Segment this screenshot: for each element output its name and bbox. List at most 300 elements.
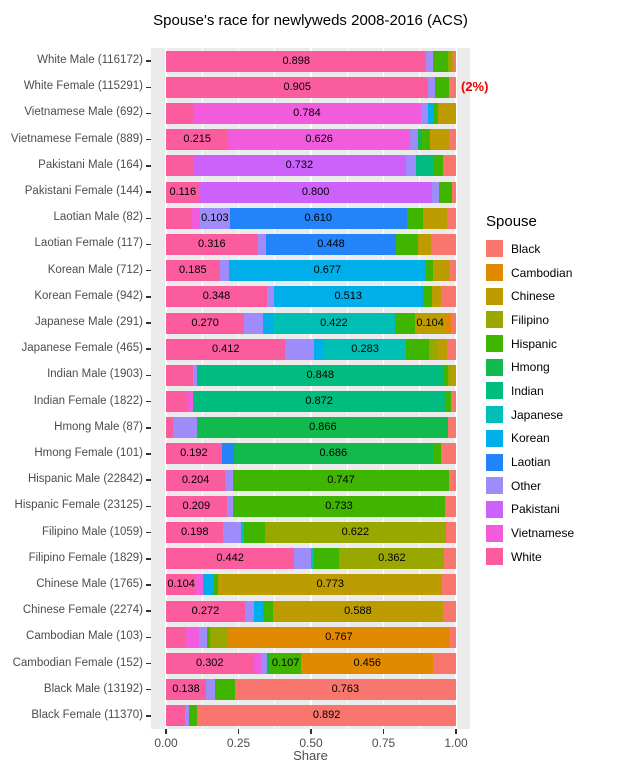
y-axis-label: Japanese Male (291) [34,316,143,329]
legend-label: Laotian [511,455,551,470]
segment-value-label: 0.800 [301,185,330,198]
y-axis-label: Japanese Female (465) [21,342,143,355]
y-axis-tick [146,532,151,534]
legend-label: Pakistani [511,502,560,517]
segment-value-label: 0.892 [312,709,341,722]
bar-segment-hispanic [406,339,429,360]
bar-segment-black [449,129,456,150]
y-axis-tick [146,715,151,717]
legend-label: Korean [511,431,550,446]
y-axis-tick [146,637,151,639]
bar-row [166,601,456,622]
x-axis-tick-label: 0.25 [226,736,251,750]
bar-segment-chinese [273,601,444,622]
bar-segment-other [225,470,233,491]
legend-label: Indian [511,383,544,398]
bar-segment-cambodian [228,627,450,648]
legend-item-indian [486,379,574,403]
bar-segment-hispanic [407,208,424,229]
bar-row [166,339,456,360]
segment-value-label: 0.610 [304,211,332,224]
y-axis-tick [146,218,151,220]
bar-segment-vietnamese [192,208,200,229]
legend-swatch-japanese [486,406,503,423]
legend-item-pakistani [486,498,574,522]
y-axis-label: Vietnamese Male (692) [24,106,143,119]
bar-segment-black [446,522,456,543]
bar-row [166,103,456,124]
segment-value-label: 0.362 [378,552,406,565]
bar-segment-chinese [423,208,447,229]
bar-segment-hispanic [433,51,448,72]
segment-value-label: 0.348 [202,290,231,303]
bar-segment-white [166,522,223,543]
legend-swatch-white [486,548,503,565]
y-axis-label: Hispanic Female (23125) [14,499,143,512]
bar-segment-black [447,339,456,360]
legend-label: Filipino [511,312,550,327]
segment-value-label: 0.316 [198,237,226,250]
segment-value-label: 0.198 [180,526,209,539]
bar-segment-white [166,260,220,281]
segment-value-label: 0.898 [282,54,310,67]
legend-item-white [486,545,574,569]
segment-value-label: 0.733 [325,499,353,512]
y-axis-label: Korean Male (712) [47,263,143,276]
bar-segment-other [199,627,206,648]
legend-item-filipino [486,308,574,332]
segment-value-label: 0.448 [317,237,345,250]
bar-segment-black [197,705,456,726]
segment-value-label: 0.866 [309,421,337,434]
legend-label: Chinese [511,289,556,304]
bar-row [166,286,456,307]
bar-segment-japanese [324,339,406,360]
segment-value-label: 0.626 [305,133,333,146]
bar-segment-black [433,653,456,674]
bar-segment-other [432,182,440,203]
bar-segment-hispanic [395,313,415,334]
segment-value-label: 0.622 [341,526,370,539]
y-axis-tick [146,506,151,508]
bar-segment-black [431,234,456,255]
legend-item-black [486,237,574,261]
bar-segment-other [421,103,429,124]
bar-row [166,77,456,98]
bar-segment-other [285,339,314,360]
bar-segment-chinese [218,574,442,595]
bar-segment-black [449,77,456,98]
legend-label: Hispanic [511,336,558,351]
y-axis-tick [146,139,151,141]
legend-label: Hmong [511,360,550,375]
bar-row [166,234,456,255]
legend-swatch-pakistani [486,501,503,518]
bar-segment-black [449,470,456,491]
y-axis-label: Black Male (13192) [43,682,143,695]
bar-segment-other [245,601,254,622]
y-axis-tick [146,453,151,455]
y-axis-tick [146,558,151,560]
bar-segment-black [445,496,456,517]
bar-segment-korean [254,601,263,622]
bar-segment-black [441,443,456,464]
bar-segment-other [258,234,266,255]
bar-segment-chinese [438,103,456,124]
y-axis-tick [146,165,151,167]
segment-value-label: 0.677 [313,264,342,277]
segment-value-label: 0.103 [201,211,229,224]
y-axis-tick [146,663,151,665]
bar-row [166,417,456,438]
y-axis-tick [146,610,151,612]
y-axis-label: Laotian Female (117) [34,237,143,250]
segment-value-label: 0.192 [180,447,208,460]
bar-row [166,627,456,648]
legend-item-cambodian [486,261,574,285]
bar-row [166,443,456,464]
bar-row [166,208,456,229]
bar-segment-indian [416,155,433,176]
y-axis-label: Hmong Female (101) [34,446,143,459]
y-axis-label: Hmong Male (87) [54,420,143,433]
y-axis-label: Cambodian Female (152) [12,656,143,669]
bar-row [166,705,456,726]
bar-row [166,260,456,281]
y-axis-label: Pakistani Male (164) [38,158,143,171]
bar-segment-white [166,601,245,622]
segment-value-label: 0.784 [293,106,321,119]
bar-segment-vietnamese [196,574,203,595]
bar-segment-indian [193,391,446,412]
bar-segment-other [267,286,274,307]
bar-segment-filipino [265,522,445,543]
bar-segment-black [451,391,456,412]
bar-segment-vietnamese [254,653,262,674]
bar-segment-vietnamese [186,627,199,648]
bar-segment-korean [203,574,212,595]
x-axis-tick-label: 1.00 [444,736,468,750]
bar-segment-white [166,470,225,491]
bar-segment-japanese [273,313,395,334]
segment-value-label: 0.767 [325,630,353,643]
x-axis-title-clipped [151,748,470,763]
bar-row [166,548,456,569]
segment-value-label: 0.747 [327,473,355,486]
legend-label: Japanese [511,407,564,422]
bar-row [166,155,456,176]
bar-row [166,313,456,334]
segment-value-label: 0.204 [181,473,210,486]
segment-value-label: 0.732 [285,159,314,172]
bar-row [166,574,456,595]
bar-segment-black [450,260,456,281]
bar-segment-white [166,496,227,517]
bar-segment-filipino [339,548,444,569]
bar-segment-other [220,260,230,281]
bar-segment-chinese [430,129,449,150]
bar-row [166,653,456,674]
bar-row [166,496,456,517]
bar-segment-black [442,574,456,595]
bar-row [166,391,456,412]
y-axis-tick [146,191,151,193]
bar-segment-black [447,208,456,229]
bar-segment-chinese [432,286,442,307]
bar-segment-cambodian [301,653,433,674]
legend-swatch-chinese [486,288,503,305]
bar-segment-korean [314,339,324,360]
legend-swatch-korean [486,430,503,447]
y-axis-label: Indian Female (1822) [33,394,143,407]
segment-value-label: 0.138 [172,683,200,696]
bar-segment-hispanic [215,679,234,700]
legend-item-japanese [486,403,574,427]
bar-segment-white [166,286,267,307]
bar-segment-other [406,155,416,176]
bar-segment-hispanic [435,77,449,98]
bar-segment-other [426,51,433,72]
segment-value-label: 0.773 [316,578,345,591]
bar-segment-white [166,574,196,595]
y-axis-label: Korean Female (942) [34,289,143,302]
bar-segment-chinese [418,234,430,255]
bar-segment-hispanic [439,182,452,203]
legend-item-chinese [486,284,574,308]
y-axis-label: Cambodian Male (103) [26,630,143,643]
legend-label: Cambodian [511,265,573,280]
x-axis-tick-label: 0.50 [299,736,323,750]
bar-segment-white [166,129,228,150]
legend-item-other [486,474,574,498]
bar-segment-other [428,77,435,98]
bar-segment-hispanic [189,705,197,726]
segment-value-label: 0.104 [416,316,444,329]
bar-segment-black [450,627,456,648]
intermarriage-annotation: (2%) [461,79,489,94]
x-axis-tick [238,729,240,734]
bar-segment-hispanic [422,129,430,150]
bar-segment-white [166,679,206,700]
bar-segment-white [166,653,254,674]
bar-segment-korean [263,313,272,334]
legend-item-vietnamese [486,521,574,545]
legend-swatch-filipino [486,311,503,328]
segment-value-label: 0.513 [334,290,362,303]
legend-label: White [511,549,542,564]
segment-value-label: 0.848 [306,368,335,381]
legend-items [486,237,574,569]
bar-segment-white [166,417,173,438]
bar-segment-white [166,51,426,72]
bar-segment-other [223,522,240,543]
bar-segment-hispanic [244,522,265,543]
legend-swatch-hispanic [486,335,503,352]
bar-segment-black [451,313,456,334]
bar-segment-indian [197,365,443,386]
bar-segment-filipino [210,627,228,648]
bar-segment-white [166,365,193,386]
bar-segment-hmong [234,443,433,464]
y-axis-tick [146,244,151,246]
y-axis-tick [146,270,151,272]
bar-row [166,679,456,700]
y-axis-tick [146,60,151,62]
y-axis-label: Chinese Female (2274) [22,604,143,617]
bar-segment-black [448,417,456,438]
bar-segment-white [166,77,428,98]
bar-segment-white [166,103,193,124]
legend-swatch-hmong [486,359,503,376]
legend-swatch-laotian [486,454,503,471]
x-axis-tick [383,729,385,734]
legend-swatch-cambodian [486,264,503,281]
segment-value-label: 0.422 [320,316,348,329]
bar-segment-black [441,286,456,307]
y-axis-label: White Male (116172) [37,54,143,67]
legend-label: Other [511,478,542,493]
segment-value-label: 0.270 [191,316,219,329]
bar-segment-white [166,155,193,176]
bar-segment-chinese [415,313,445,334]
bar-segment-hispanic [270,653,301,674]
segment-value-label: 0.185 [179,264,207,277]
legend-label: Vietnamese [511,526,575,541]
segment-value-label: 0.905 [283,80,311,93]
y-axis-label: Vietnamese Female (889) [10,132,143,145]
legend-item-laotian [486,450,574,474]
x-axis-tick-label: 0.00 [154,736,178,750]
bar-segment-filipino [429,339,436,360]
bar-segment-hispanic [263,601,273,622]
y-axis-label: Laotian Male (82) [53,211,143,224]
segment-value-label: 0.872 [305,395,333,408]
bar-segment-korean [229,260,425,281]
legend-item-korean [486,427,574,451]
legend-item-hispanic [486,332,574,356]
bar-segment-black [443,155,456,176]
bar-segment-hispanic [314,548,340,569]
bar-segment-laotian [222,443,234,464]
segment-value-label: 0.116 [169,185,197,198]
bar-segment-black [443,601,456,622]
y-axis-tick [146,322,151,324]
segment-value-label: 0.104 [167,578,195,591]
y-axis-label: Pakistani Female (144) [24,185,143,198]
y-axis-tick [146,87,151,89]
bar-segment-chinese [433,260,450,281]
legend-swatch-black [486,240,503,257]
y-axis-label: Indian Male (1903) [47,368,143,381]
x-axis-title-text: Share [293,748,328,763]
y-axis-label: Chinese Male (1765) [36,577,143,590]
bar-segment-chinese [451,365,456,386]
bar-segment-hispanic [233,470,450,491]
legend [486,213,574,569]
legend-label: Black [511,241,541,256]
bar-segment-white [166,391,188,412]
y-axis-tick [146,348,151,350]
legend-swatch-other [486,477,503,494]
segment-value-label: 0.107 [271,657,300,670]
bar-segment-chinese [437,339,448,360]
segment-value-label: 0.272 [191,604,220,617]
bar-segment-other [200,208,230,229]
chart-title: Spouse's race for newlyweds 2008-2016 (ACS) [153,12,468,29]
segment-value-label: 0.412 [211,342,240,355]
bar-segment-pakistani [200,182,432,203]
x-axis-tick [165,729,167,734]
bar-segment-laotian [266,234,396,255]
y-axis-tick [146,479,151,481]
y-axis-tick [146,375,151,377]
bar-row [166,522,456,543]
bar-segment-hispanic [396,234,418,255]
segment-value-label: 0.686 [319,447,348,460]
x-axis-tick-label: 0.75 [371,736,396,750]
y-axis-tick [146,113,151,115]
y-axis-tick [146,427,151,429]
segment-value-label: 0.209 [182,499,211,512]
segment-value-label: 0.588 [344,604,372,617]
bar-row [166,365,456,386]
segment-value-label: 0.302 [196,657,224,670]
y-axis-tick [146,689,151,691]
bar-row [166,129,456,150]
bar-segment-white [166,443,222,464]
bar-segment-korean [274,286,423,307]
bar-segment-white [166,313,244,334]
bar-segment-other [410,129,418,150]
segment-value-label: 0.442 [216,552,244,565]
legend-swatch-vietnamese [486,525,503,542]
bar-segment-white [166,548,294,569]
bar-segment-hispanic [433,443,441,464]
bar-segment-white [166,182,200,203]
legend-item-hmong [486,355,574,379]
x-axis-tick [455,729,457,734]
bar-segment-black [235,679,456,700]
segment-value-label: 0.283 [351,342,379,355]
bar-segment-hispanic [426,260,434,281]
bar-segment-black [452,182,456,203]
bar-segment-vietnamese [193,103,420,124]
bar-segment-pakistani [193,155,405,176]
segment-value-label: 0.456 [353,657,381,670]
bar-segment-hmong [197,417,448,438]
bar-row [166,182,456,203]
bar-segment-white [166,339,285,360]
bar-segment-white [166,234,258,255]
bar-segment-hispanic [433,155,443,176]
bar-segment-black [453,51,456,72]
bar-segment-other [206,679,215,700]
legend-swatch-indian [486,382,503,399]
bar-segment-black [444,548,456,569]
segment-value-label: 0.763 [331,683,360,696]
y-axis-tick [146,584,151,586]
bar-row [166,470,456,491]
bar-segment-white [166,208,192,229]
bar-row [166,51,456,72]
legend-title: Spouse [486,213,537,230]
y-axis-label: Filipino Female (1829) [28,551,143,564]
bar-segment-other [244,313,263,334]
y-axis-label: Filipino Male (1059) [42,525,143,538]
bar-segment-white [166,705,185,726]
x-axis-tick [310,729,312,734]
y-axis-label: Black Female (11370) [31,708,143,721]
